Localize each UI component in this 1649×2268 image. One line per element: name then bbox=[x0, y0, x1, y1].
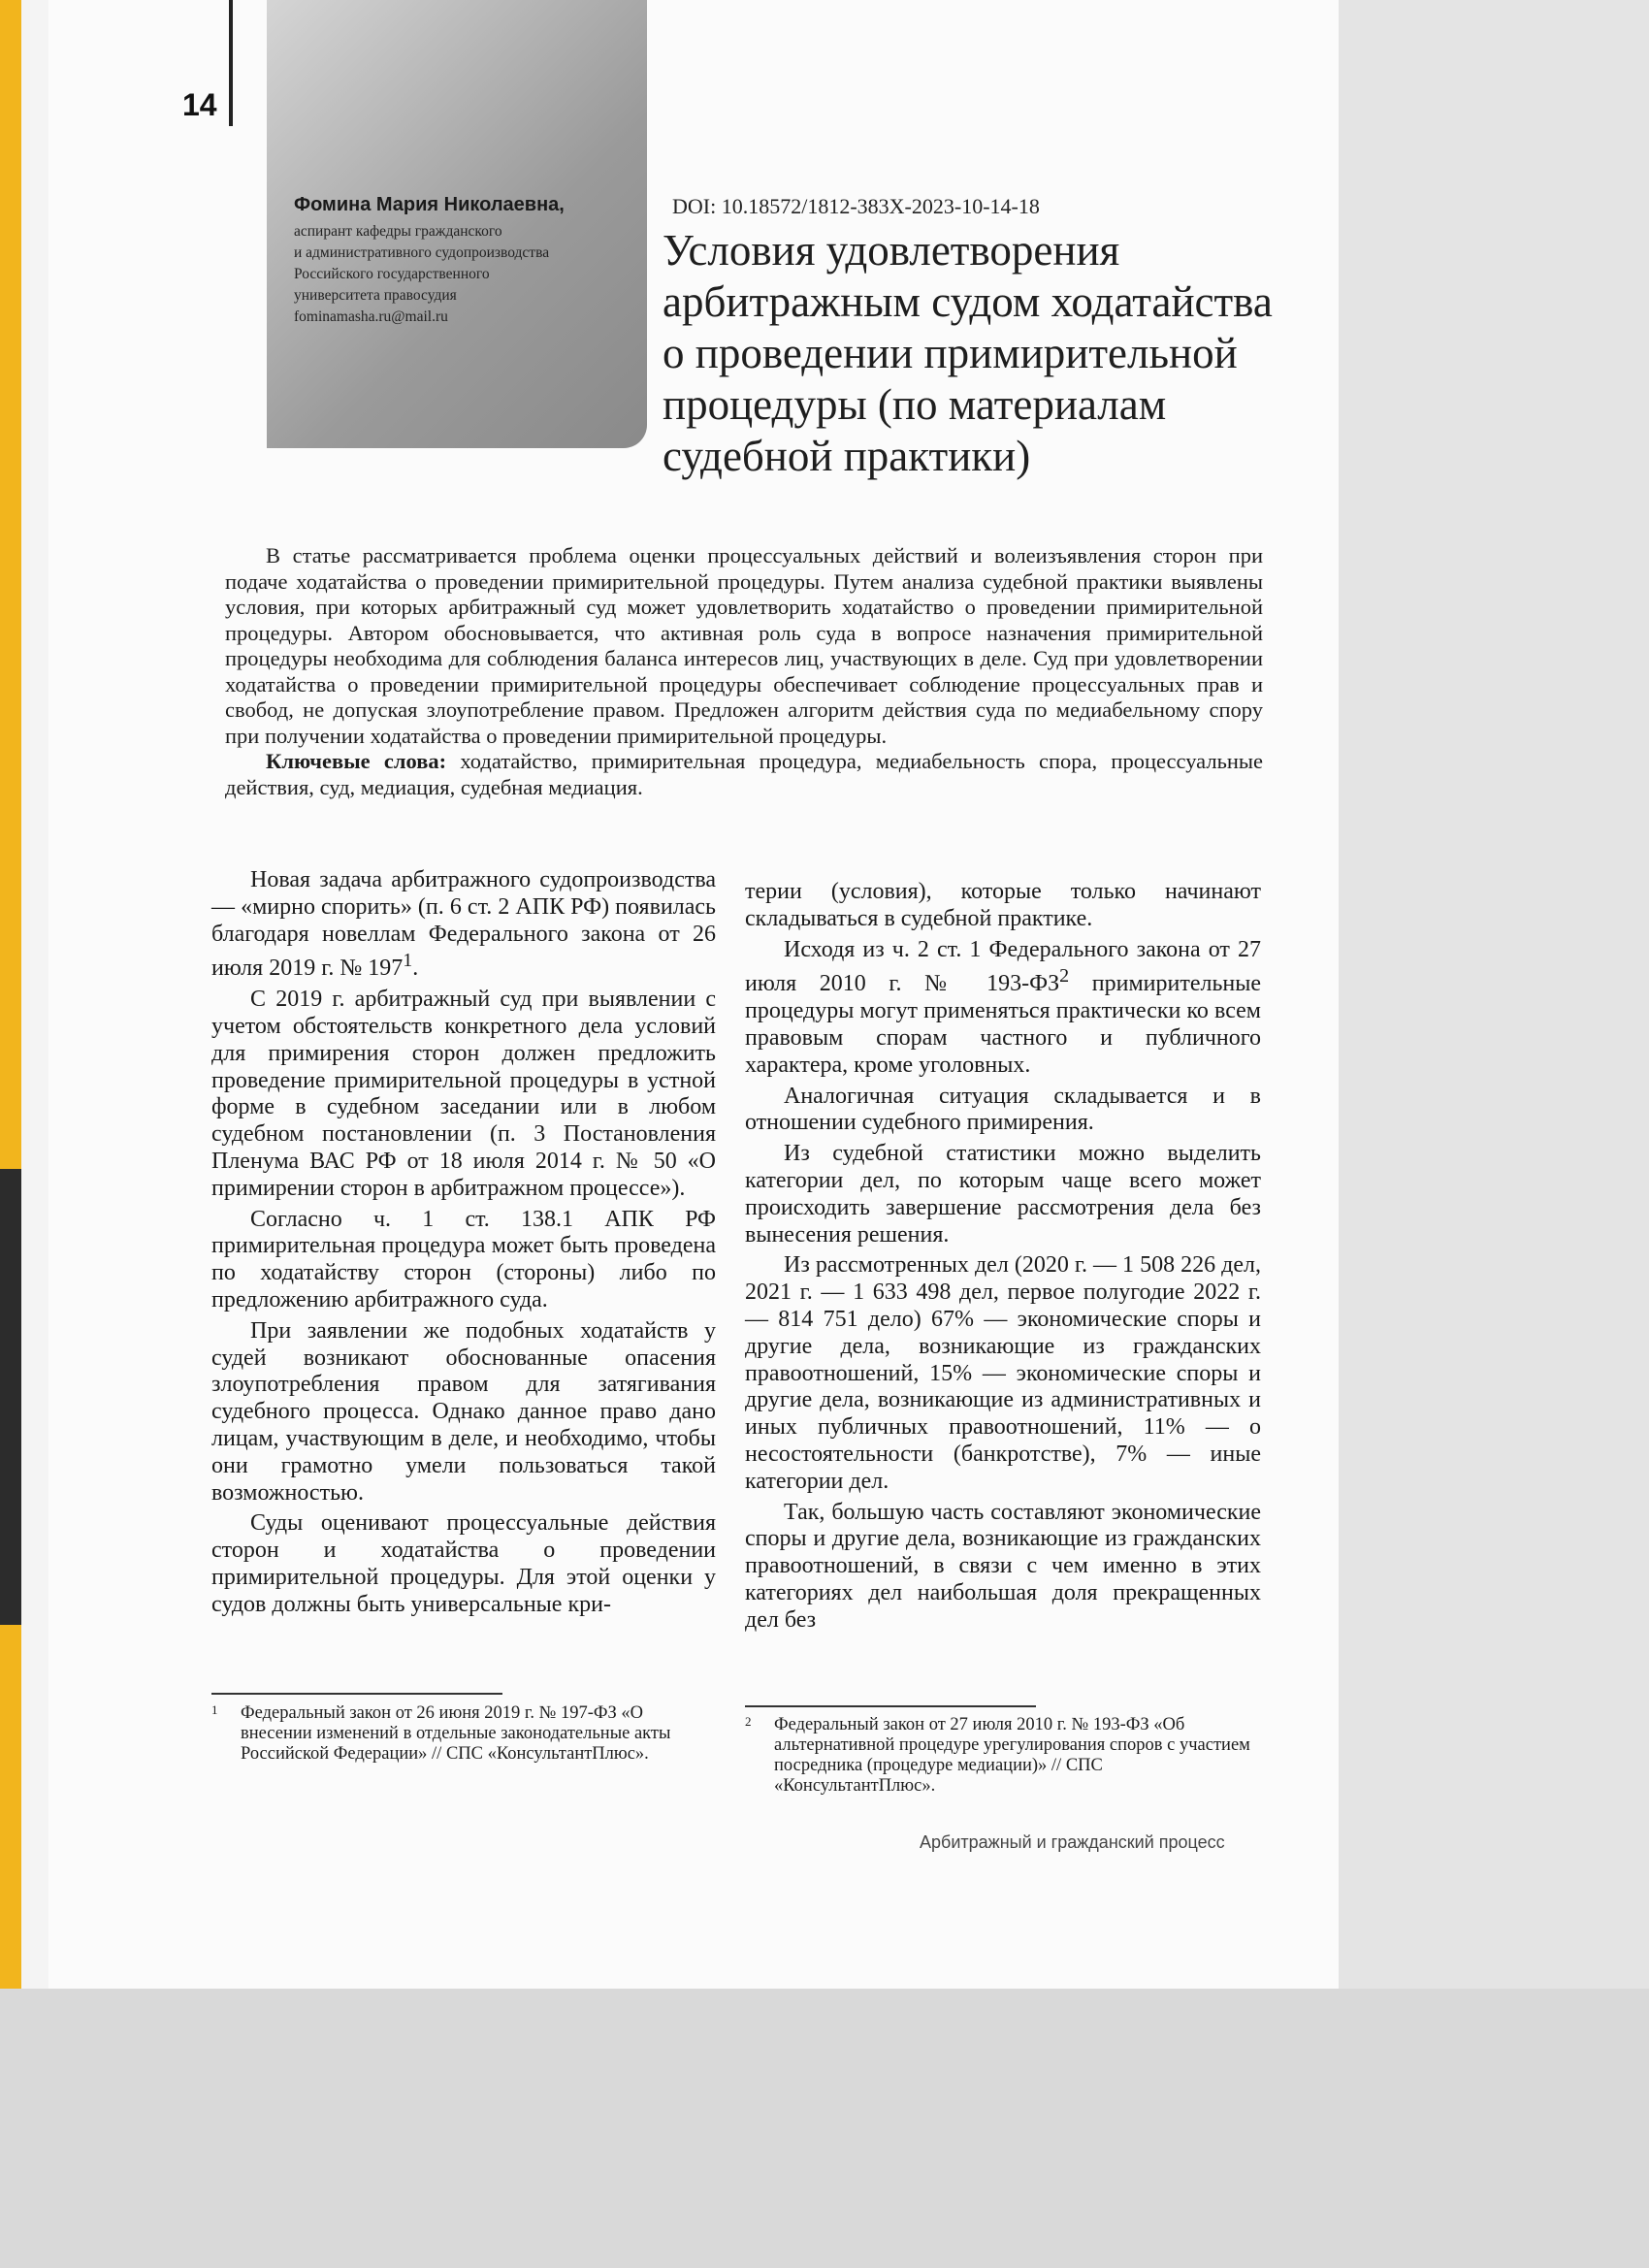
author-name: Фомина Мария Николаевна, bbox=[294, 194, 565, 215]
scanner-background-bottom bbox=[0, 1989, 1649, 2268]
title-line: Условия удовлетворения bbox=[663, 226, 1120, 275]
article-title bbox=[663, 225, 1332, 482]
abstract-text: В статье рассматривается проблема оценки процессуальных действий и волеизъявления сторон при подаче ходатайства о проведении примирительной процедуры. Путем анализа судебной практики выявлены условия, при которых арбитражный суд может удовлетворить ходатайство о проведении примирительной процедуры. Автором обосновывается, что активная роль суда в вопросе назначения примирительной процедуры необходима для соблюдения баланса интересов лиц, участвующих в деле. Суд при удовлетворении ходатайства о проведении примирительной процедуры обеспечивает соблюдение процессуальных прав и свобод, не допуская злоупотребление правом. Предложен алгоритм действия суда по медиабельному спору при получении ходатайства о проведении примирительной процедуры. bbox=[225, 543, 1263, 748]
left-margin bbox=[21, 0, 48, 2268]
scanner-background-right bbox=[1339, 0, 1649, 1989]
footnote bbox=[745, 1715, 1261, 1797]
author-info bbox=[294, 221, 643, 328]
title-line: процедуры (по материалам bbox=[663, 380, 1167, 429]
yellow-edge-strip bbox=[0, 0, 21, 2268]
paragraph: При заявлении же подобных ходатайств у судей возникают обоснованные опасения злоупотребления правом для затягивания судебного процесса. Однако данное право дано лицам, участвующим в деле, и необходимо, чтобы они грамотно умели пользоваться такой возможностью. bbox=[211, 1317, 716, 1506]
author-info-line: аспирант кафедры гражданского bbox=[294, 223, 502, 240]
dark-edge-band bbox=[0, 1169, 21, 1625]
paragraph-text: Новая задача арбитражного судопроизводства — «мирно спорить» (п. 6 ст. 2 АПК РФ) появилась благодаря новеллам Федерального закона от 26 июля 2019 г. № 197 bbox=[211, 867, 716, 982]
footnote-rule bbox=[745, 1705, 1036, 1707]
footnote-ref: 1 bbox=[403, 950, 413, 972]
header-vertical-rule bbox=[229, 0, 233, 126]
footnote bbox=[211, 1703, 716, 1765]
paragraph: Так, большую часть составляют экономические споры и другие дела, возникающие из гражданских правоотношений, в связи с чем именно в этих категориях дел наибольшая доля прекращенных дел без bbox=[745, 1499, 1261, 1633]
paragraph: терии (условия), которые только начинают складываться в судебной практике. bbox=[745, 879, 1261, 931]
abstract bbox=[225, 543, 1263, 800]
keywords-text: ходатайство, примирительная процедура, медиабельность спора, процессуальные действия, суд, медиация, судебная медиация. bbox=[225, 749, 1263, 799]
footnote-number: 2 bbox=[745, 1714, 752, 1729]
title-line: о проведении примирительной bbox=[663, 329, 1238, 377]
author-info-line: Российского государственного bbox=[294, 266, 490, 282]
footnote-ref: 2 bbox=[1059, 965, 1070, 988]
title-line: судебной практики) bbox=[663, 432, 1031, 480]
footnote-number: 1 bbox=[211, 1702, 218, 1717]
page-number: 14 bbox=[182, 87, 217, 122]
footnote-text: Федеральный закон от 26 июня 2019 г. № 197-ФЗ «О внесении изменений в отдельные законодательные акты Российской Федерации» // СПС «КонсультантПлюс». bbox=[241, 1703, 671, 1764]
paragraph bbox=[211, 867, 716, 983]
paragraph-text: Исходя из ч. 2 ст. 1 Федерального закона от 27 июля 2010 г. № 193-ФЗ bbox=[745, 936, 1261, 997]
paragraph: Из судебной статистики можно выделить категории дел, по которым чаще всего может происходить завершение рассмотрения дела без вынесения решения. bbox=[745, 1141, 1261, 1247]
paragraph-text: . bbox=[412, 956, 419, 982]
paragraph: Суды оценивают процессуальные действия сторон и ходатайства о проведении примирительной процедуры. Для этой оценки у судов должны быть универсальные кри- bbox=[211, 1510, 716, 1617]
body-column-left bbox=[211, 867, 716, 1623]
paragraph-text: примирительные процедуры могут применяться практически ко всем правовым спорам частного и публичного характера, кроме уголовных. bbox=[745, 971, 1262, 1078]
author-info-line: университета правосудия bbox=[294, 287, 457, 304]
paragraph: Аналогичная ситуация складывается и в отношении судебного примирения. bbox=[745, 1083, 1261, 1136]
paragraph: Согласно ч. 1 ст. 138.1 АПК РФ примирительная процедура может быть проведена по ходатайству сторон (стороны) либо по предложению арбитражного суда. bbox=[211, 1206, 716, 1312]
keywords bbox=[225, 749, 1263, 800]
doi: DOI: 10.18572/1812-383X-2023-10-14-18 bbox=[672, 194, 1040, 218]
author-info-line: и административного судопроизводства bbox=[294, 244, 550, 261]
footnote-text: Федеральный закон от 27 июля 2010 г. № 193-ФЗ «Об альтернативной процедуре урегулирования споров с участием посредника (процедуре медиации)» // СПС «КонсультантПлюс». bbox=[774, 1715, 1250, 1796]
paragraph: С 2019 г. арбитражный суд при выявлении с учетом обстоятельств конкретного дела условий для примирения сторон должен предложить проведение примирительной процедуры в устной форме в судебном заседании или в любом судебном постановлении (п. 3 Постановления Пленума ВАС РФ от 18 июля 2014 г. № 50 «О примирении сторон в арбитражном процессе»). bbox=[211, 987, 716, 1201]
paragraph: Из рассмотренных дел (2020 г. — 1 508 226 дел, 2021 г. — 1 633 498 дел, первое полугодие 2022 г. — 814 751 дело) 67% — экономические споры и другие дела, возникающие из гражданских правоотношений, 15% — экономические споры и другие дела, возникающие из административных и иных публичных правоотношений, 11% — о несостоятельности (банкротстве), 7% — иные категории дел. bbox=[745, 1252, 1261, 1494]
author-email: fominamasha.ru@mail.ru bbox=[294, 308, 448, 325]
body-column-right bbox=[745, 879, 1261, 1638]
keywords-label: Ключевые слова: bbox=[266, 749, 447, 773]
footnote-rule bbox=[211, 1693, 502, 1695]
title-line: арбитражным судом ходатайства bbox=[663, 277, 1273, 326]
journal-footer: Арбитражный и гражданский процесс bbox=[920, 1832, 1225, 1852]
paragraph bbox=[745, 937, 1261, 1080]
